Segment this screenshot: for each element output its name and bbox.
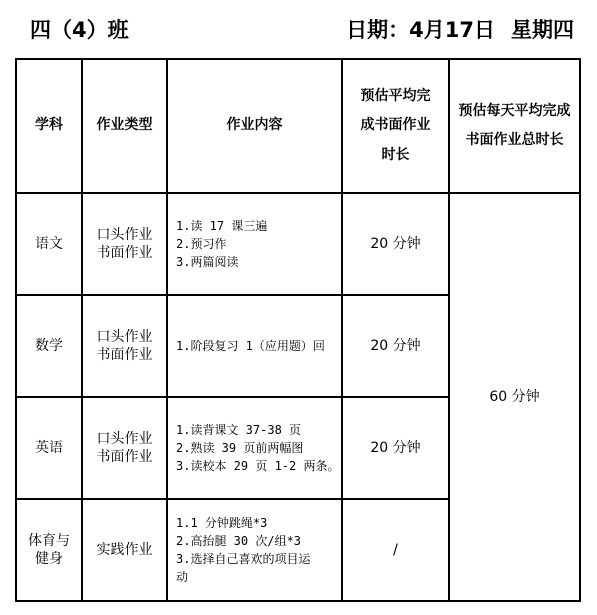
homework-table: [15, 58, 581, 602]
type-label: 实践作业: [96, 541, 153, 558]
table-row: [16, 193, 580, 295]
content-line: 3.两篇阅读: [176, 255, 239, 269]
duration-cell: 20 分钟: [342, 397, 449, 499]
subject-label: 健身: [35, 551, 63, 567]
content-cell: [167, 397, 342, 499]
content-line: 动: [176, 570, 189, 584]
subject-cell: [16, 397, 82, 499]
content-line: 1.读 17 课三遍: [176, 219, 268, 233]
date: 日期：4月17日: [346, 18, 495, 42]
header-daily-total-line-1: 预估每天平均完成: [458, 102, 571, 119]
header-daily-total-line-2: 书面作业总时长: [465, 132, 564, 148]
duration-cell: 20 分钟: [342, 193, 449, 295]
subject-label: 数学: [35, 337, 63, 354]
daily-total-cell: 60 分钟: [449, 193, 580, 601]
content-cell: [167, 295, 342, 397]
content-line: 2.熟读 39 页前两幅图: [176, 441, 304, 455]
content-line: 3.读校本 29 页 1-2 两条。: [176, 459, 340, 473]
content-line: 2.高抬腿 30 次/组*3: [176, 534, 302, 548]
header-per-subject-time: [342, 59, 449, 193]
header-per-subject-time-line-3: 时长: [381, 146, 410, 163]
type-cell: [82, 499, 167, 601]
type-cell: [82, 295, 167, 397]
header-per-subject-time-line-1: 预估平均完: [360, 87, 431, 104]
content-line: 1.读背课文 37-38 页: [176, 423, 302, 437]
type-label: 书面作业: [96, 449, 153, 465]
content-line: 1.1 分钟跳绳*3: [176, 516, 268, 530]
content-cell: [167, 193, 342, 295]
subject-cell: [16, 295, 82, 397]
type-cell: [82, 397, 167, 499]
type-label: 书面作业: [96, 347, 153, 363]
header-row: [16, 59, 580, 193]
header-type: 作业类型: [82, 59, 167, 193]
subject-cell: [16, 193, 82, 295]
date-line: [346, 14, 574, 44]
weekday: 星期四: [511, 18, 574, 42]
duration-cell: 20 分钟: [342, 295, 449, 397]
header-subject: 学科: [16, 59, 82, 193]
subject-label: 语文: [35, 235, 63, 252]
type-label: 口头作业: [96, 226, 153, 243]
header-daily-total: [449, 59, 580, 193]
subject-label: 体育与: [28, 532, 70, 549]
subject-label: 英语: [35, 439, 63, 456]
type-label: 口头作业: [96, 328, 153, 345]
type-label: 书面作业: [96, 245, 153, 261]
subject-cell: [16, 499, 82, 601]
content-line: 1.阶段复习 1（应用题）回: [176, 339, 325, 353]
class-name: 四（4）班: [30, 18, 129, 42]
duration-cell: /: [342, 499, 449, 601]
content-line: 3.选择自己喜欢的项目运: [176, 552, 311, 566]
header-per-subject-time-line-2: 成书面作业: [360, 117, 431, 134]
content-line: 2.预习作: [176, 237, 227, 251]
type-label: 口头作业: [96, 430, 153, 447]
page-header: [0, 12, 597, 46]
type-cell: [82, 193, 167, 295]
content-cell: [167, 499, 342, 601]
header-content: 作业内容: [167, 59, 342, 193]
